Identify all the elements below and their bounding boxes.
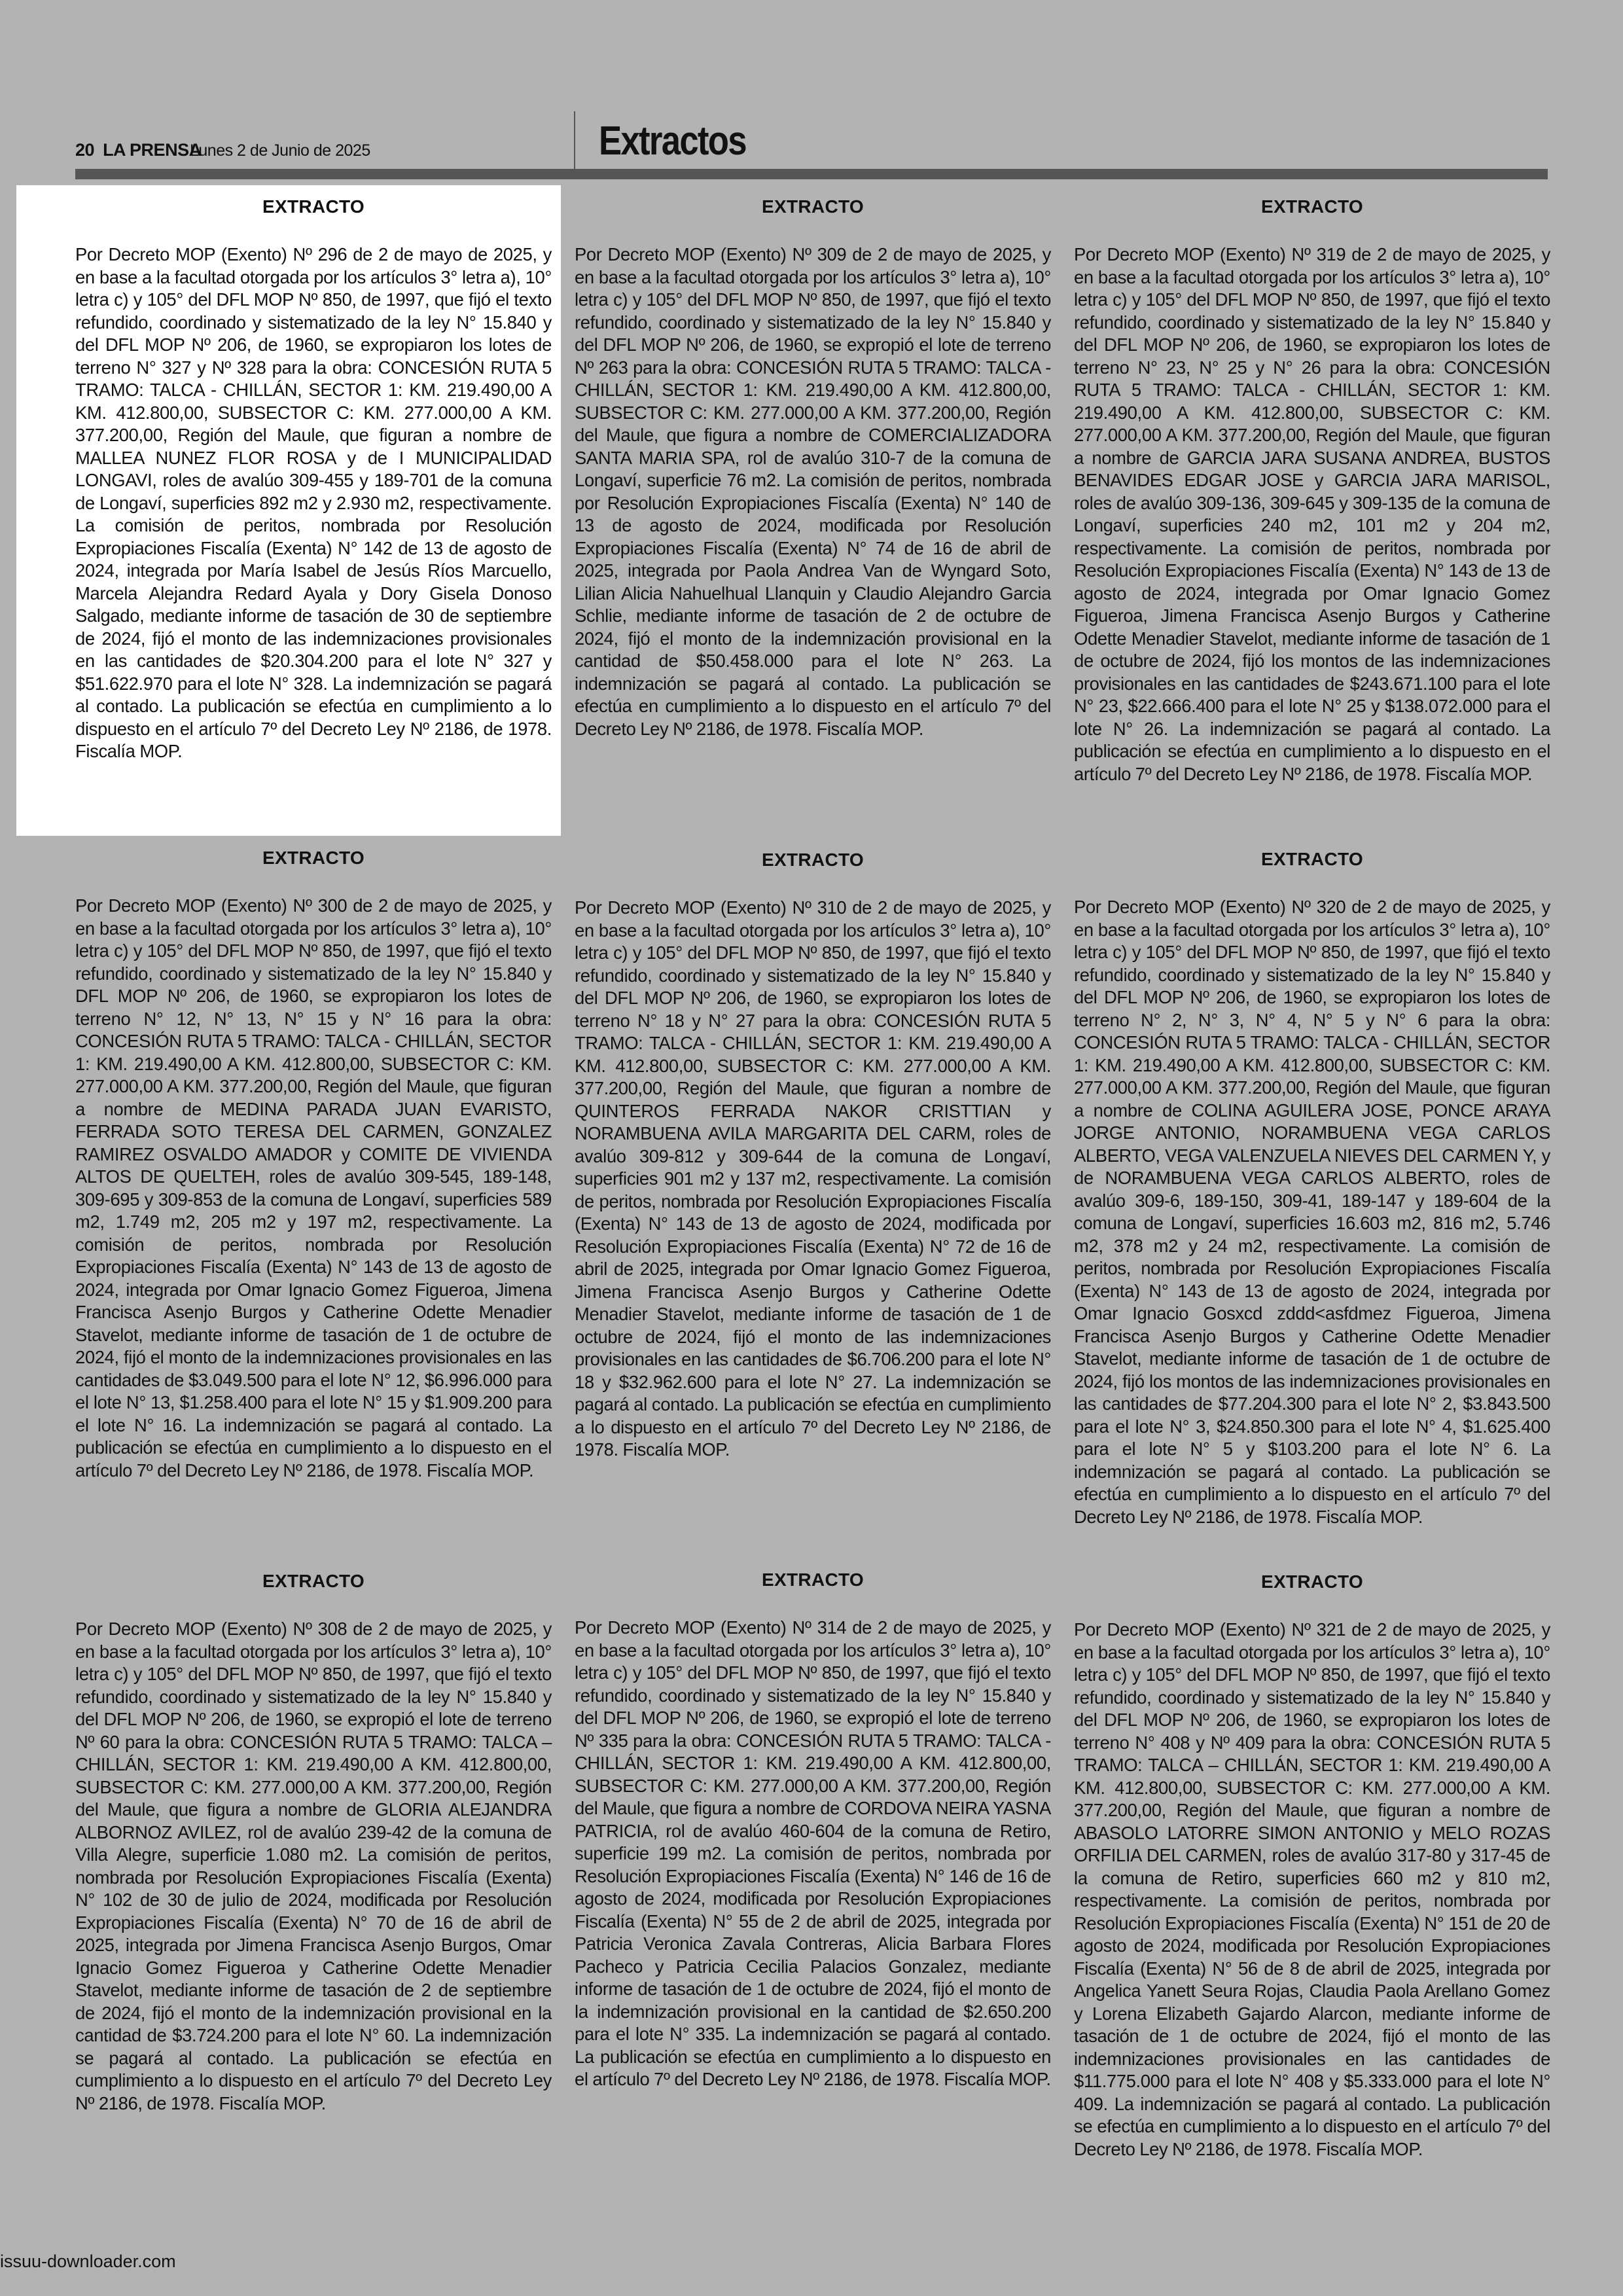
extracto-block — [1074, 1571, 1550, 2161]
extracto-title: EXTRACTO — [262, 1571, 365, 1591]
extracto-title: EXTRACTO — [262, 196, 365, 217]
extracto-text: Por Decreto MOP (Exento) Nº 321 de 2 de mayo de 2025, y en base a la facultad otorgada por los artículos 3° letra a), 10° letra c) y 105° del DFL MOP Nº 850, de 1997, que fijó el texto refundido, coordinado y sistematizado de la ley N° 15.840 y del DFL MOP Nº 206, de 1960, se expropiaron los lotes de terreno N° 408 y Nº 409 para la obra: CONCESIÓN RUTA 5 TRAMO: TALCA – CHILLÁN, SECTOR 1: KM. 219.490,00 A KM. 412.800,00, SUBSECTOR C: KM. 277.000,00 A KM. 377.200,00, Región del Maule, que figuran a nombre de ABASOLO LATORRE SIMON ANTONIO y MELO ROZAS ORFILIA DEL CARMEN, roles de avalúo 317-80 y 317-45 de la comuna de Retiro, superficies 660 m2 y 810 m2, respectivamente. La comisión de peritos, nombrada por Resolución Expropiaciones Fiscalía (Exenta) N° 151 de 20 de agosto de 2024, modificada por Resolución Expropiaciones Fiscalía (Exenta) N° 56 de 8 de abril de 2025, integrada por Angelica Yanett Seura Rojas, Claudia Paola Arellano Gomez y Lorena Elizabeth Gajardo Alarcon, mediante informe de tasación de 1 de octubre de 2024, fijó el monto de las indemnizaciones provisionales en las cantidades de $11.775.000 para el lote N° 408 y $5.333.000 para el lote N° 409. La indemnización se pagará al contado. La publicación se efectúa en cumplimiento a lo dispuesto en el artículo 7º del Decreto Ley Nº 2186, de 1978. Fiscalía MOP. — [1074, 1619, 1550, 2159]
extracto-block — [575, 196, 1051, 740]
header-divider — [574, 111, 575, 169]
extracto-text: Por Decreto MOP (Exento) Nº 309 de 2 de mayo de 2025, y en base a la facultad otorgada por los artículos 3° letra a), 10° letra c) y 105° del DFL MOP Nº 850, de 1997, que fijó el texto refundido, coordinado y sistematizado de la ley N° 15.840 y del DFL MOP Nº 206, de 1960, se expropió el lote de terreno Nº 263 para la obra: CONCESIÓN RUTA 5 TRAMO: TALCA - CHILLÁN, SECTOR 1: KM. 219.490,00 A KM. 412.800,00, SUBSECTOR C: KM. 277.000,00 A KM. 377.200,00, Región del Maule, que figura a nombre de COMERCIALIZADORA SANTA MARIA SPA, rol de avalúo 310-7 de la comuna de Longaví, superficie 76 m2. La comisión de peritos, nombrada por Resolución Expropiaciones Fiscalía (Exenta) N° 140 de 13 de agosto de 2024, modificada por Resolución Expropiaciones Fiscalía (Exenta) N° 74 de 16 de abril de 2025, integrada por Paola Andrea Van de Wyngard Soto, Lilian Alicia Nahuelhual Llanquin y Claudio Alejandro Garcia Schlie, mediante informe de tasación de 2 de octubre de 2024, fijó el monto de la indemnización provisional en la cantidad de $50.458.000 para el lote N° 263. La indemnización se pagará al contado. La publicación se efectúa en cumplimiento a lo dispuesto en el artículo 7º del Decreto Ley Nº 2186, de 1978. Fiscalía MOP. — [575, 244, 1051, 739]
extracto-block — [575, 850, 1051, 1462]
extracto-title: EXTRACTO — [1261, 1571, 1363, 1592]
extracto-block — [75, 196, 552, 763]
extracto-text: Por Decreto MOP (Exento) Nº 314 de 2 de mayo de 2025, y en base a la facultad otorgada por los artículos 3° letra a), 10° letra c) y 105° del DFL MOP Nº 850, de 1997, que fijó el texto refundido, coordinado y sistematizado de la ley N° 15.840 y del DFL MOP Nº 206, de 1960, se expropió el lote de terreno Nº 335 para la obra: CONCESIÓN RUTA 5 TRAMO: TALCA - CHILLÁN, SECTOR 1: KM. 219.490,00 A KM. 412.800,00, SUBSECTOR C: KM. 277.000,00 A KM. 377.200,00, Región del Maule, que figura a nombre de CORDOVA NEIRA YASNA PATRICIA, rol de avalúo 460-604 de la comuna de Retiro, superficie 199 m2. La comisión de peritos, nombrada por Resolución Expropiaciones Fiscalía (Exenta) N° 146 de 16 de agosto de 2024, modificada por Resolución Expropiaciones Fiscalía (Exenta) N° 55 de 2 de abril de 2025, integrada por Patricia Veronica Zavala Contreras, Alicia Barbara Flores Pacheco y Patricia Cecilia Palacios Gonzalez, mediante informe de tasación de 1 de octubre de 2024, fijó el monto de la indemnización provisional en la cantidad de $2.650.200 para el lote N° 335. La indemnización se pagará al contado. La publicación se efectúa en cumplimiento a lo dispuesto en el artículo 7º del Decreto Ley Nº 2186, de 1978. Fiscalía MOP. — [575, 1617, 1051, 2089]
publication-name: LA PRENSA — [103, 140, 202, 160]
page-number: 20 — [75, 140, 95, 160]
extracto-title: EXTRACTO — [762, 850, 864, 870]
extracto-title: EXTRACTO — [262, 848, 365, 868]
extracto-block — [1074, 849, 1550, 1528]
extracto-text: Por Decreto MOP (Exento) Nº 320 de 2 de mayo de 2025, y en base a la facultad otorgada por los artículos 3° letra a), 10° letra c) y 105° del DFL MOP Nº 850, de 1997, que fijó el texto refundido, coordinado y sistematizado de la ley N° 15.840 y del DFL MOP Nº 206, de 1960, se expropiaron los lotes de terreno N° 2, N° 3, N° 4, N° 5 y N° 6 para la obra: CONCESIÓN RUTA 5 TRAMO: TALCA - CHILLÁN, SECTOR 1: KM. 219.490,00 A KM. 412.800,00, SUBSECTOR C: KM. 277.000,00 A KM. 377.200,00, Región del Maule, que figuran a nombre de COLINA AGUILERA JOSE, PONCE ARAYA JORGE ANTONIO, NORAMBUENA VEGA CARLOS ALBERTO, VEGA VALENZUELA NIEVES DEL CARMEN Y, y de NORAMBUENA VEGA CARLOS ALBERTO, roles de avalúo 309-6, 189-150, 309-41, 189-147 y 189-604 de la comuna de Longaví, superficies 16.603 m2, 816 m2, 5.746 m2, 378 m2 y 24 m2, respectivamente. La comisión de peritos, nombrada por Resolución Expropiaciones Fiscalía (Exenta) N° 143 de 13 de agosto de 2024, integrada por Omar Ignacio Gosxcd zddd<asfdmez Figueroa, Jimena Francisca Asenjo Burgos y Catherine Odette Menadier Stavelot, mediante informe de tasación de 1 de octubre de 2024, fijó los montos de las indemnizaciones provisionales en las cantidades de $77.204.300 para el lote N° 2, $3.843.500 para el lote N° 3, $24.850.300 para el lote N° 4, $1.625.400 para el lote N° 5 y $103.200 para el lote N° 6. La indemnización se pagará al contado. La publicación se efectúa en cumplimiento a lo dispuesto en el artículo 7º del Decreto Ley Nº 2186, de 1978. Fiscalía MOP. — [1074, 897, 1550, 1527]
watermark-text: issuu-downloader.com — [0, 2251, 176, 2271]
page-folio — [75, 140, 202, 160]
section-title: Extractos — [599, 118, 746, 164]
extracto-block — [1074, 196, 1550, 785]
extracto-title: EXTRACTO — [1261, 196, 1363, 217]
extracto-block — [75, 1571, 552, 2115]
extracto-block — [575, 1570, 1051, 2091]
header-rule — [75, 169, 1548, 179]
extracto-title: EXTRACTO — [762, 196, 864, 217]
page-header — [75, 111, 1548, 177]
extracto-text: Por Decreto MOP (Exento) Nº 296 de 2 de mayo de 2025, y en base a la facultad otorgada por los artículos 3° letra a), 10° letra c) y 105° del DFL MOP Nº 850, de 1997, que fijó el texto refundido, coordinado y sistematizado de la ley N° 15.840 y del DFL MOP Nº 206, de 1960, se expropiaron los lotes de terreno N° 327 y Nº 328 para la obra: CONCESIÓN RUTA 5 TRAMO: TALCA - CHILLÁN, SECTOR 1: KM. 219.490,00 A KM. 412.800,00, SUBSECTOR C: KM. 277.000,00 A KM. 377.200,00, Región del Maule, que figuran a nombre de MALLEA NUNEZ FLOR ROSA y de I MUNICIPALIDAD LONGAVI, roles de avalúo 309-455 y 189-701 de la comuna de Longaví, superficies 892 m2 y 2.930 m2, respectivamente. La comisión de peritos, nombrada por Resolución Expropiaciones Fiscalía (Exenta) N° 142 de 13 de agosto de 2024, integrada por María Isabel de Jesús Ríos Marcuello, Marcela Alejandra Redard Ayala y Dory Gisela Donoso Salgado, mediante informe de tasación de 30 de septiembre de 2024, fijó el monto de las indemnizaciones provisionales en las cantidades de $20.304.200 para el lote N° 327 y $51.622.970 para el lote N° 328. La indemnización se pagará al contado. La publicación se efectúa en cumplimiento a lo dispuesto en el artículo 7º del Decreto Ley Nº 2186, de 1978. Fiscalía MOP. — [75, 244, 552, 761]
extracto-text: Por Decreto MOP (Exento) Nº 308 de 2 de mayo de 2025, y en base a la facultad otorgada por los artículos 3° letra a), 10° letra c) y 105° del DFL MOP Nº 850, de 1997, que fijó el texto refundido, coordinado y sistematizado de la ley N° 15.840 y del DFL MOP Nº 206, de 1960, se expropió el lote de terreno Nº 60 para la obra: CONCESIÓN RUTA 5 TRAMO: TALCA – CHILLÁN, SECTOR 1: KM. 219.490,00 A KM. 412.800,00, SUBSECTOR C: KM. 277.000,00 A KM. 377.200,00, Región del Maule, que figura a nombre de GLORIA ALEJANDRA ALBORNOZ AVILEZ, rol de avalúo 239-42 de la comuna de Villa Alegre, superficie 1.080 m2. La comisión de peritos, nombrada por Resolución Expropiaciones Fiscalía (Exenta) N° 102 de 30 de julio de 2024, modificada por Resolución Expropiaciones Fiscalía (Exenta) N° 70 de 16 de abril de 2025, integrada por Jimena Francisca Asenjo Burgos, Omar Ignacio Gomez Figueroa y Catherine Odette Menadier Stavelot, mediante informe de tasación de 2 de septiembre de 2024, fijó el monto de la indemnización provisional en la cantidad de $3.724.200 para el lote N° 60. La indemnización se pagará al contado. La publicación se efectúa en cumplimiento a lo dispuesto en el artículo 7º del Decreto Ley Nº 2186, de 1978. Fiscalía MOP. — [75, 1619, 552, 2113]
extracto-text: Por Decreto MOP (Exento) Nº 319 de 2 de mayo de 2025, y en base a la facultad otorgada por los artículos 3° letra a), 10° letra c) y 105° del DFL MOP Nº 850, de 1997, que fijó el texto refundido, coordinado y sistematizado de la ley N° 15.840 y del DFL MOP Nº 206, de 1960, se expropiaron los lotes de terreno N° 23, N° 25 y N° 26 para la obra: CONCESIÓN RUTA 5 TRAMO: TALCA - CHILLÁN, SECTOR 1: KM. 219.490,00 A KM. 412.800,00, SUBSECTOR C: KM. 277.000,00 A KM. 377.200,00, Región del Maule, que figuran a nombre de GARCIA JARA SUSANA ANDREA, BUSTOS BENAVIDES EDGAR JOSE y GARCIA JARA MARISOL, roles de avalúo 309-136, 309-645 y 309-135 de la comuna de Longaví, superficies 240 m2, 101 m2 y 204 m2, respectivamente. La comisión de peritos, nombrada por Resolución Expropiaciones Fiscalía (Exenta) N° 143 de 13 de agosto de 2024, integrada por Omar Ignacio Gomez Figueroa, Jimena Francisca Asenjo Burgos y Catherine Odette Menadier Stavelot, mediante informe de tasación de 1 de octubre de 2024, fijó los montos de las indemnizaciones provisionales en las cantidades de $243.671.100 para el lote N° 23, $22.666.400 para el lote N° 25 y $138.072.000 para el lote N° 26. La indemnización se pagará al contado. La publicación se efectúa en cumplimiento a lo dispuesto en el artículo 7º del Decreto Ley Nº 2186, de 1978. Fiscalía MOP. — [1074, 244, 1550, 784]
extracto-title: EXTRACTO — [1261, 849, 1363, 869]
extracto-block — [75, 848, 552, 1482]
publication-date: Lunes 2 de Junio de 2025 — [190, 141, 370, 160]
extracto-text: Por Decreto MOP (Exento) Nº 310 de 2 de mayo de 2025, y en base a la facultad otorgada por los artículos 3° letra a), 10° letra c) y 105° del DFL MOP Nº 850, de 1997, que fijó el texto refundido, coordinado y sistematizado de la ley N° 15.840 y del DFL MOP Nº 206, de 1960, se expropiaron los lotes de terreno N° 18 y N° 27 para la obra: CONCESIÓN RUTA 5 TRAMO: TALCA - CHILLÁN, SECTOR 1: KM. 219.490,00 A KM. 412.800,00, SUBSECTOR C: KM. 277.000,00 A KM. 377.200,00, Región del Maule, que figuran a nombre de QUINTEROS FERRADA NAKOR CRISTTIAN y NORAMBUENA AVILA MARGARITA DEL CARM, roles de avalúo 309-812 y 309-644 de la comuna de Longaví, superficies 901 m2 y 137 m2, respectivamente. La comisión de peritos, nombrada por Resolución Expropiaciones Fiscalía (Exenta) N° 143 de 13 de agosto de 2024, modificada por Resolución Expropiaciones Fiscalía (Exenta) N° 72 de 16 de abril de 2025, integrada por Omar Ignacio Gomez Figueroa, Jimena Francisca Asenjo Burgos y Catherine Odette Menadier Stavelot, mediante informe de tasación de 1 de octubre de 2024, fijó el monto de las indemnizaciones provisionales en las cantidades de $6.706.200 para el lote N° 18 y $32.962.600 para el lote N° 27. La indemnización se pagará al contado. La publicación se efectúa en cumplimiento a lo dispuesto en el artículo 7º del Decreto Ley Nº 2186, de 1978. Fiscalía MOP. — [575, 897, 1051, 1460]
extracto-title: EXTRACTO — [762, 1570, 864, 1590]
extracto-text: Por Decreto MOP (Exento) Nº 300 de 2 de mayo de 2025, y en base a la facultad otorgada por los artículos 3° letra a), 10° letra c) y 105° del DFL MOP Nº 850, de 1997, que fijó el texto refundido, coordinado y sistematizado de la ley N° 15.840 y DFL MOP Nº 206, de 1960, se expropiaron los lotes de terreno N° 12, N° 13, N° 15 y N° 16 para la obra: CONCESIÓN RUTA 5 TRAMO: TALCA - CHILLÁN, SECTOR 1: KM. 219.490,00 A KM. 412.800,00, SUBSECTOR C: KM. 277.000,00 A KM. 377.200,00, Región del Maule, que figuran a nombre de MEDINA PARADA JUAN EVARISTO, FERRADA SOTO TERESA DEL CARMEN, GONZALEZ RAMIREZ OSVALDO AMADOR y COMITE DE VIVIENDA ALTOS DE QUELTEH, roles de avalúo 309-545, 189-148, 309-695 y 309-853 de la comuna de Longaví, superficies 589 m2, 1.749 m2, 205 m2 y 197 m2, respectivamente. La comisión de peritos, nombrada por Resolución Expropiaciones Fiscalía (Exenta) N° 143 de 13 de agosto de 2024, integrada por Omar Ignacio Gomez Figueroa, Jimena Francisca Asenjo Burgos y Catherine Odette Menadier Stavelot, mediante informe de tasación de 1 de octubre de 2024, fijó el monto de la indemnizaciones provisionales en las cantidades de $3.049.500 para el lote N° 12, $6.996.000 para el lote N° 13, $1.258.400 para el lote N° 15 y $1.909.200 para el lote N° 16. La indemnización se pagará al contado. La publicación se efectúa en cumplimiento a lo dispuesto en el artículo 7º del Decreto Ley Nº 2186, de 1978. Fiscalía MOP. — [75, 895, 552, 1480]
